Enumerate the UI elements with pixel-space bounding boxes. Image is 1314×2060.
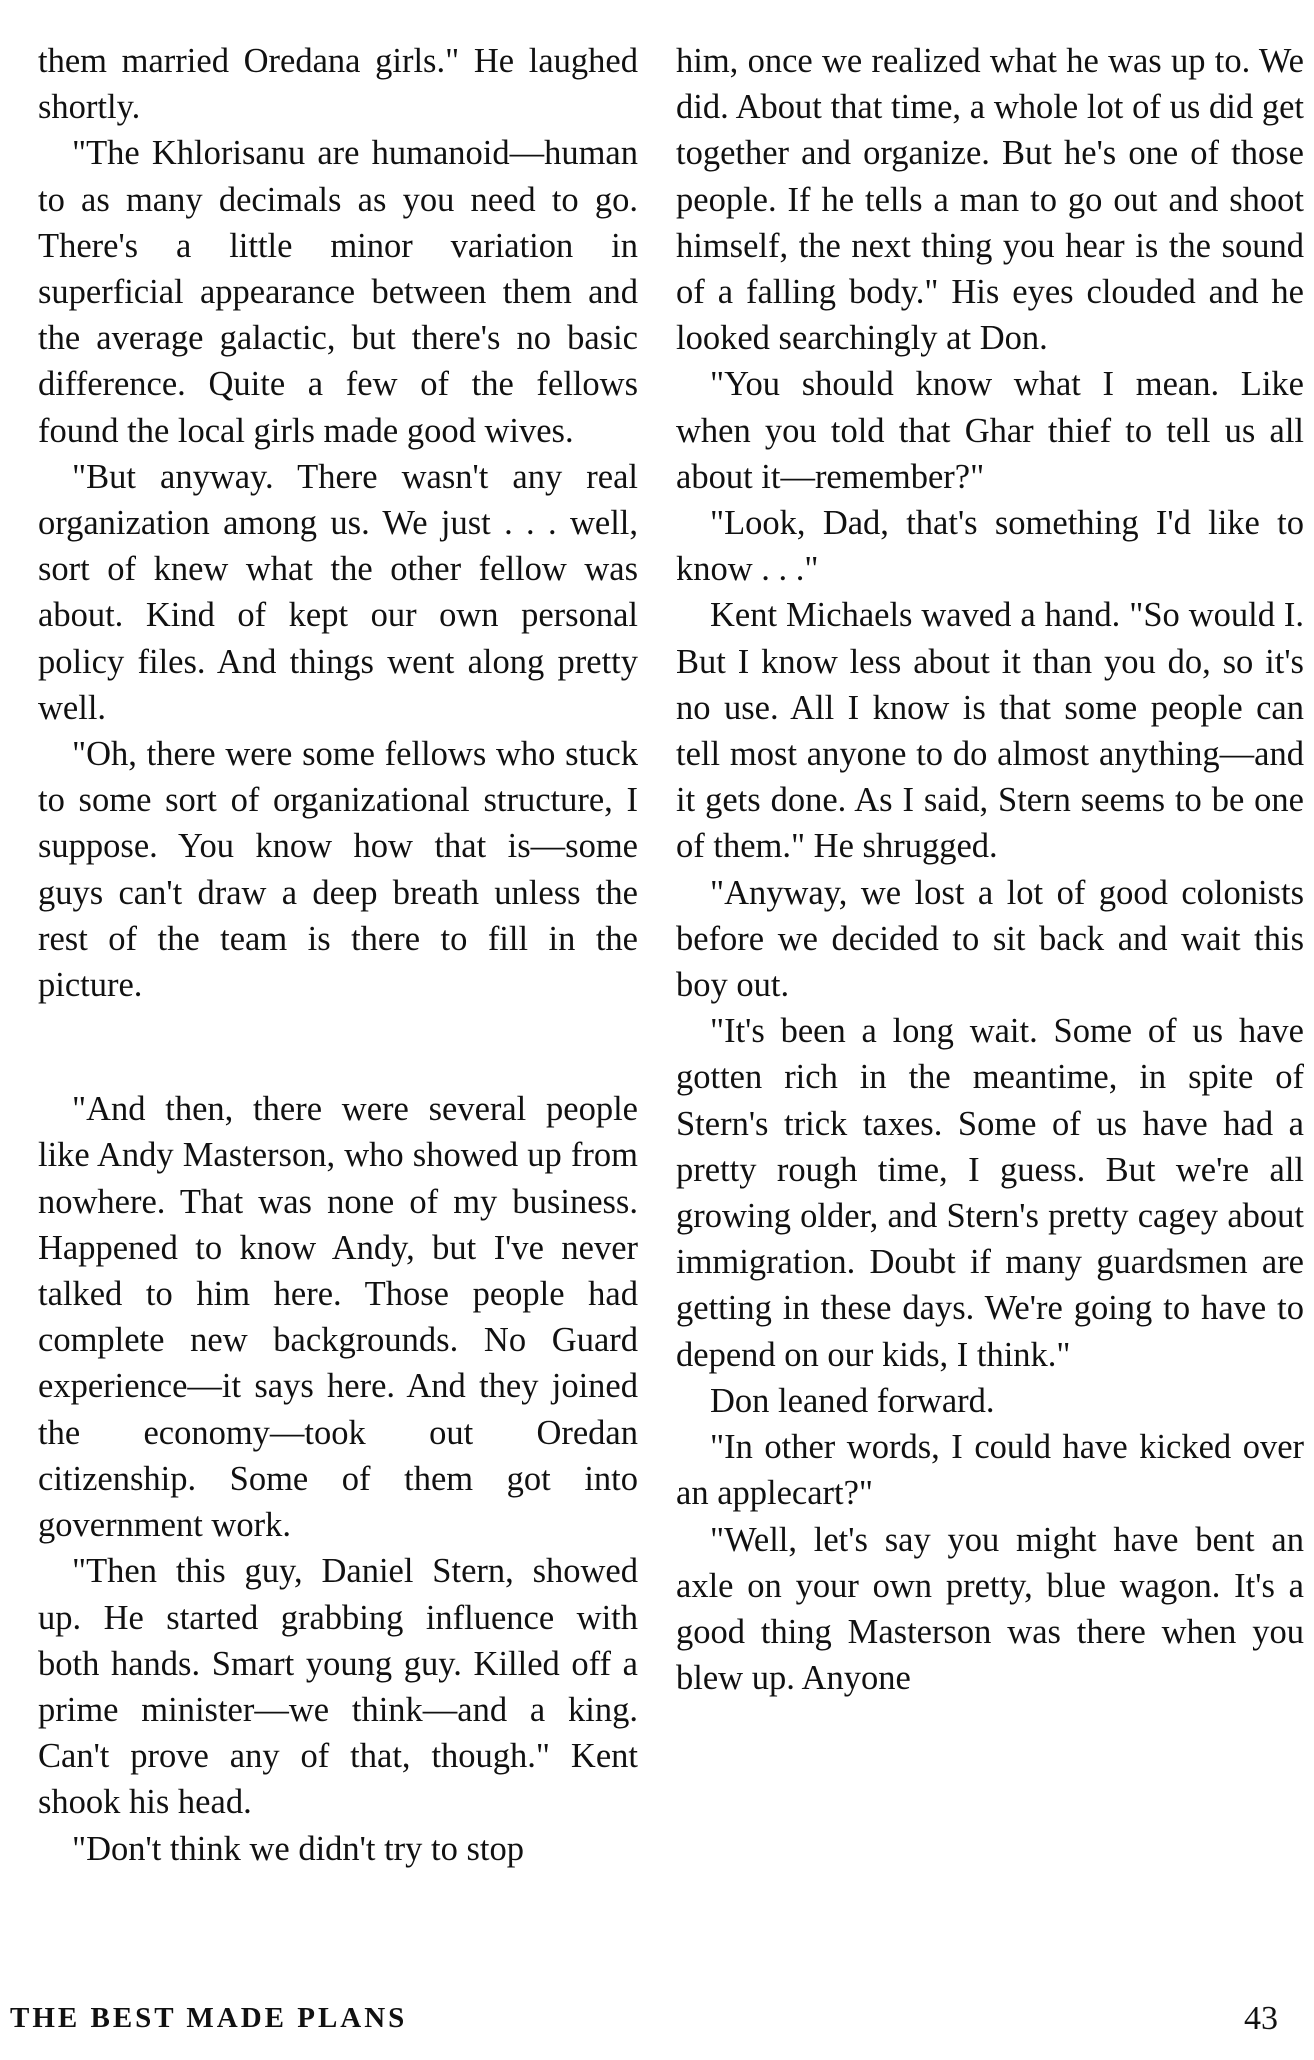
paragraph-right-6: "It's been a long wait. Some of us have gotten rich in the meantime, in spite of Stern's trick taxes. Some of us have had a pretty rough time, I guess. But we're all growing older, and Stern's pretty cagey about immigration. Doubt if many guardsmen are getting in these days. We're going to have to depend on our kids, I think." (676, 1012, 1304, 1374)
right-text-column (676, 38, 1304, 1701)
paragraph-right-1: him, once we realized what he was up to. We did. About that time, a whole lot of us did get together and organize. But he's one of those people. If he tells a man to go out and shoot himself, the next thing you hear is the sound of a falling body." His eyes clouded and he looked searchingly at Don. (676, 42, 1304, 358)
paragraph-left-1: them married Oredana girls." He laughed shortly. (38, 42, 638, 127)
paragraph-left-5: "And then, there were several people like Andy Masterson, who showed up from nowhere. That was none of my business. Happened to know Andy, but I've never talked to him here. Those people had complete new backgrounds. No Guard experience—it says here. And they joined the economy—took out Oredan citizenship. Some of them got into government work. (38, 1090, 638, 1545)
page-number: 43 (1244, 2000, 1278, 2037)
paragraph-right-2: "You should know what I mean. Like when you told that Ghar thief to tell us all about it—remember?" (676, 365, 1304, 496)
paragraph-right-5: "Anyway, we lost a lot of good colonists before we decided to sit back and wait this boy out. (676, 873, 1304, 1005)
paragraph-left-7: "Don't think we didn't try to stop (72, 1829, 525, 1868)
paragraph-right-8: "In other words, I could have kicked over an applecart?" (676, 1428, 1304, 1513)
paragraph-right-4: Kent Michaels waved a hand. "So would I. But I know less about it than you do, so it's no use. All I know is that some people can tell most anyone to do almost anything—and it gets done. As I said, Stern seems to be one of them." He shrugged. (676, 596, 1304, 866)
running-title: THE BEST MADE PLANS (10, 2002, 408, 2034)
paragraph-left-2: "The Khlorisanu are humanoid—human to as many decimals as you need to go. There's a little minor variation in superficial appearance between them and the average galactic, but there's no basic difference. Quite a few of the fellows found the local girls made good wives. (38, 134, 638, 450)
paragraph-right-7: Don leaned forward. (710, 1381, 995, 1420)
section-gap (38, 1008, 638, 1086)
left-text-column (38, 38, 638, 1872)
paragraph-left-3: "But anyway. There wasn't any real organization among us. We just . . . well, sort of knew what the other fellow was about. Kind of kept our own personal policy files. And things went along pretty well. (38, 457, 638, 727)
paragraph-right-3: "Look, Dad, that's something I'd like to know . . ." (676, 504, 1304, 589)
paragraph-left-6: "Then this guy, Daniel Stern, showed up. He started grabbing influence with both hands. Smart young guy. Killed off a prime minister—we think—and a king. Can't prove any of that, though." Kent shook his head. (38, 1552, 638, 1822)
page-footer (10, 2002, 1278, 2042)
paragraph-right-9: "Well, let's say you might have bent an axle on your own pretty, blue wagon. It's a good thing Masterson was there when you blew up. Anyone (676, 1520, 1304, 1698)
paragraph-left-4: "Oh, there were some fellows who stuck to some sort of organizational structure, I suppose. You know how that is—some guys can't draw a deep breath unless the rest of the team is there to fill in the picture. (38, 735, 638, 1005)
